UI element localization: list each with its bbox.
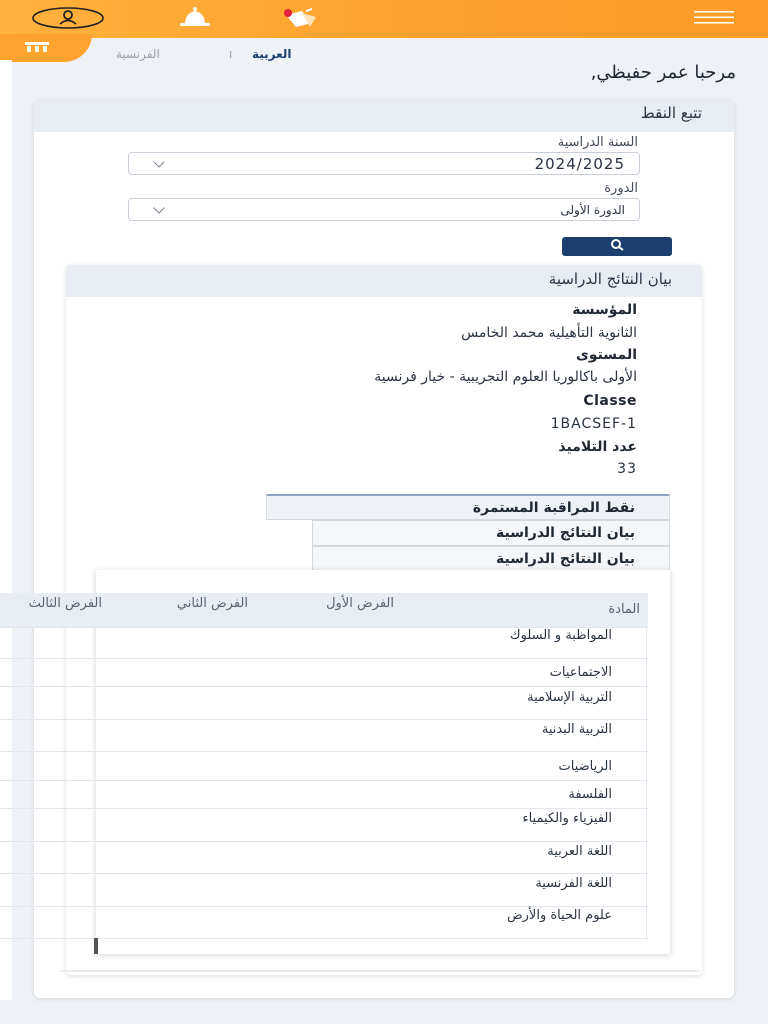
card-bottom-divider <box>60 970 700 972</box>
tracking-card-header <box>34 100 734 132</box>
table-row-subject: اللغة العربية <box>547 844 612 859</box>
chevron-down-icon <box>153 202 164 213</box>
session-select-value: الدورة الأولى <box>560 202 625 217</box>
tracking-title: تتبع النقط <box>640 104 702 122</box>
promo-button[interactable] <box>272 6 328 32</box>
tab-results-2[interactable]: بيان النتائج الدراسية <box>312 546 670 572</box>
row-separator <box>0 658 648 659</box>
results-title: بيان النتائج الدراسية <box>548 270 672 288</box>
row-separator <box>0 873 648 874</box>
tab-results-1[interactable]: بيان النتائج الدراسية <box>312 520 670 546</box>
promo-icon <box>272 5 328 34</box>
students-label: عدد التلاميذ <box>558 439 637 455</box>
session-label: الدورة <box>604 181 638 196</box>
table-row-subject: المواظبة و السلوك <box>509 628 612 643</box>
school-icon <box>23 39 51 58</box>
tab-continuous-assessment[interactable]: نقط المراقبة المستمرة <box>266 494 670 520</box>
lang-arabic[interactable]: العربية <box>252 47 292 61</box>
col-test-1: الفرض الأول <box>326 596 394 611</box>
table-row-subject: علوم الحياة والأرض <box>506 908 612 923</box>
scrollbar-handle[interactable] <box>94 938 98 954</box>
class-value: 1BACSEF-1 <box>550 416 637 432</box>
search-button[interactable] <box>562 237 672 256</box>
table-row-subject: الرياضيات <box>558 759 612 774</box>
session-select[interactable] <box>128 198 640 221</box>
col-test-2: الفرض الثاني <box>176 596 248 611</box>
table-row-subject: التربية البدنية <box>541 722 612 737</box>
greeting: مرحبا عمر حفيظي, <box>590 62 736 83</box>
lang-french[interactable]: الفرنسية <box>116 47 160 61</box>
institution-label: المؤسسة <box>572 302 637 318</box>
institution-value: الثانوية التأهيلية محمد الخامس <box>461 325 637 341</box>
table-row-subject: اللغة الفرنسية <box>535 876 612 891</box>
bell-icon <box>168 5 222 32</box>
lang-separator: ı <box>229 47 233 61</box>
account-icon <box>32 7 104 32</box>
year-label: السنة الدراسية <box>557 135 638 150</box>
class-label: Classe <box>583 393 637 409</box>
search-icon <box>609 238 625 255</box>
row-separator <box>0 841 648 842</box>
row-separator <box>0 719 648 720</box>
menu-icon <box>692 8 736 29</box>
level-value: الأولى باكالوريا العلوم التجريبية - خيار فرنسية <box>374 369 637 385</box>
notifications-button[interactable] <box>168 6 222 30</box>
school-icon-wrap[interactable] <box>12 40 62 56</box>
chevron-down-icon <box>153 156 164 167</box>
year-select[interactable] <box>128 152 640 175</box>
col-test-3: الفرض الثالث <box>28 596 102 611</box>
row-separator <box>0 686 648 687</box>
table-row-subject: التربية الإسلامية <box>527 690 612 705</box>
year-select-value: 2024/2025 <box>534 154 625 173</box>
students-value: 33 <box>617 461 637 477</box>
col-subject: المادة <box>608 602 640 617</box>
row-separator <box>0 906 648 907</box>
row-separator <box>0 808 648 809</box>
table-row-subject: الاجتماعيات <box>549 665 612 680</box>
row-separator <box>0 780 648 781</box>
level-label: المستوى <box>575 347 637 363</box>
menu-button[interactable] <box>692 9 736 27</box>
row-separator <box>0 751 648 752</box>
top-bar <box>0 0 768 38</box>
account-button[interactable] <box>32 8 104 30</box>
table-row-subject: الفلسفة <box>568 787 612 802</box>
table-border <box>646 627 647 940</box>
table-row-subject: الفيزياء والكيمياء <box>522 811 612 826</box>
left-stripe <box>0 60 12 1000</box>
results-tabs <box>266 494 670 572</box>
